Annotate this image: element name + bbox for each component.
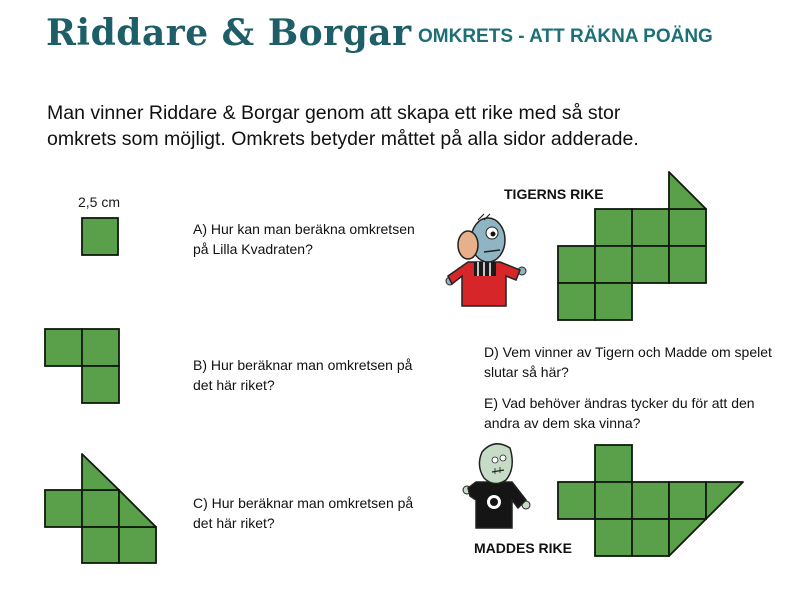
square-size-label: 2,5 cm: [78, 194, 121, 210]
triangle-kingdom-figure: [45, 454, 156, 563]
question-c: C) Hur beräknar man omkretsen på det här riket?: [193, 495, 414, 531]
logo-title: Riddare & Borgar: [46, 12, 412, 54]
question-a: A) Hur kan man beräkna omkretsen på Lilla Kvadraten?: [193, 221, 415, 257]
question-b: B) Hur beräknar man omkretsen på det här riket?: [193, 357, 413, 393]
tiger-kingdom-label: TIGERNS RIKE: [504, 186, 604, 202]
tiger-kingdom-figure: [558, 172, 706, 320]
l-shape-figure: [45, 329, 119, 403]
intro-text: Man vinner Riddare & Borgar genom att skapa ett rike med så stor omkrets som möjligt. Omkrets betyder måttet på alla sidor adderade.: [47, 102, 639, 150]
tiger-character-illustration: [446, 214, 526, 306]
page-subtitle: OMKRETS - ATT RÄKNA POÄNG: [418, 26, 713, 47]
madde-kingdom-label: MADDES RIKE: [474, 540, 573, 556]
question-d: D) Vem vinner av Tigern och Madde om spelet slutar så här?: [484, 344, 772, 380]
madde-kingdom-figure: [558, 445, 743, 556]
question-e: E) Vad behöver ändras tycker du för att den andra av dem ska vinna?: [484, 395, 755, 431]
small-square-figure: [82, 218, 118, 255]
madde-character-illustration: [463, 444, 530, 528]
